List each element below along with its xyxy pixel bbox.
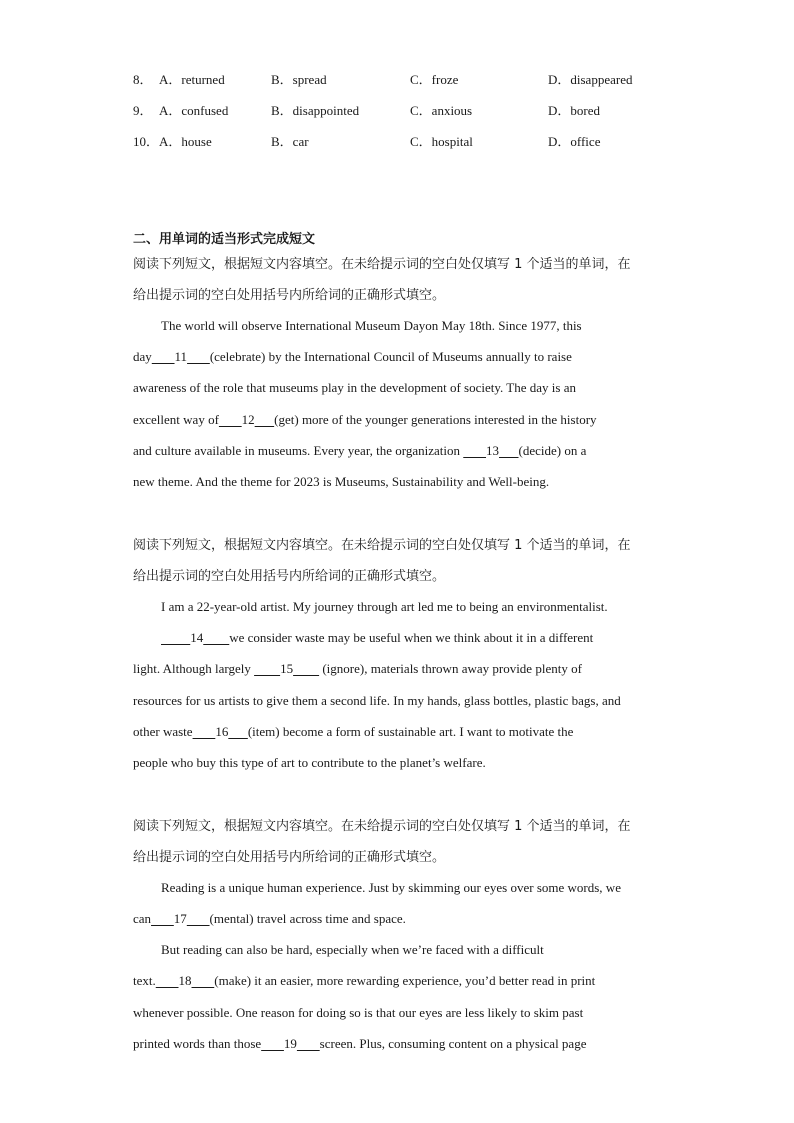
option-c: C．froze [410,72,459,87]
question-number: 8． [133,72,153,87]
text: light. Although largely [133,661,255,676]
instruction-line: 给出提示词的空白处用括号内所给词的正确形式填空。 [133,288,446,303]
text: day [133,349,152,364]
blank-number: 19 [283,1036,297,1051]
text: (item) become a form of sustainable art. I want to motivate the [247,724,574,739]
instruction-line: 阅读下列短文，根据短文内容填空。在未给提示词的空白处仅填写 1 个适当的单词，在 [133,538,631,553]
option-c: C．hospital [410,134,473,149]
text: we consider waste may be useful when we think about it in a different [229,630,594,645]
text: (make) it an easier, more rewarding experience, you’d better read in print [214,973,596,988]
passage3-line: Reading is a unique human experience. Just by skimming our eyes over some words, we [161,880,621,895]
option-c: C．anxious [410,103,473,118]
text: text. [133,973,156,988]
passage3-line [133,1036,673,1056]
blank-number: 11 [174,349,188,364]
option-b: B．car [271,134,309,149]
blank-number: 15 [280,661,294,676]
passage3-line: whenever possible. One reason for doing so is that our eyes are less likely to skim past [133,1005,584,1020]
instruction-line: 给出提示词的空白处用括号内所给词的正确形式填空。 [133,850,446,865]
blank-17[interactable] [151,911,210,927]
instruction-line: 阅读下列短文，根据短文内容填空。在未给提示词的空白处仅填写 1 个适当的单词，在 [133,257,631,272]
blank-15[interactable] [254,661,319,677]
text: (decide) on a [518,443,587,458]
instruction-line: 阅读下列短文，根据短文内容填空。在未给提示词的空白处仅填写 1 个适当的单词，在 [133,819,631,834]
passage1-line: The world will observe International Museum Dayon May 18th. Since 1977, this [161,318,582,333]
option-b: B．disappointed [271,103,360,118]
text: (mental) travel across time and space. [209,911,406,926]
passage1-line: awareness of the role that museums play in the development of society. The day is an [133,380,576,395]
option-d: D．bored [548,103,600,118]
blank-11[interactable] [152,349,210,365]
question-number: 9． [133,103,153,118]
passage2-line: I am a 22-year-old artist. My journey through art led me to being an environmentalist. [161,599,608,614]
passage2-line: people who buy this type of art to contribute to the planet’s welfare. [133,755,486,770]
text: can [133,911,152,926]
text: other waste [133,724,193,739]
blank-18[interactable] [156,973,215,989]
passage2-line [161,630,701,650]
passage1-line: new theme. And the theme for 2023 is Museums, Sustainability and Well-being. [133,474,550,489]
question-number: 10． [133,134,160,149]
instruction-block [133,811,663,873]
blank-number: 16 [215,724,229,739]
passage3-line [133,973,673,993]
passage3-line: But reading can also be hard, especially when we’re faced with a difficult [161,942,544,957]
blank-16[interactable] [193,724,248,740]
passage2-line [133,661,673,681]
passage1-line [133,443,673,463]
instruction-line: 给出提示词的空白处用括号内所给词的正确形式填空。 [133,569,446,584]
option-d: D．office [548,134,601,149]
text: excellent way of [133,412,219,427]
blank-12[interactable] [219,412,274,428]
text: printed words than those [133,1036,262,1051]
option-a: A．confused [159,103,229,118]
instruction-block [133,530,663,592]
text: (celebrate) by the International Council of Museums annually to raise [209,349,572,364]
blank-number: 17 [173,911,187,926]
instruction-block [133,249,663,311]
passage2-line [133,724,673,744]
text: screen. Plus, consuming content on a physical page [319,1036,587,1051]
text: (ignore), materials thrown away provide plenty of [319,661,582,676]
blank-14[interactable] [161,630,229,646]
blank-number: 14 [190,630,204,645]
passage1-line [133,412,673,432]
passage2-line: resources for us artists to give them a second life. In my hands, glass bottles, plastic bags, and [133,693,621,708]
blank-number: 13 [486,443,500,458]
text: and culture available in museums. Every year, the organization [133,443,464,458]
option-d: D．disappeared [548,72,633,87]
blank-19[interactable] [261,1036,320,1052]
section-title: 二、用单词的适当形式完成短文 [133,232,316,247]
text: (get) more of the younger generations interested in the history [274,412,597,427]
blank-number: 12 [241,412,255,427]
blank-13[interactable] [463,443,518,459]
option-a: A．house [159,134,212,149]
passage3-line [133,911,673,931]
option-a: A．returned [159,72,225,87]
option-b: B．spread [271,72,327,87]
passage1-line [133,349,673,369]
blank-number: 18 [178,973,192,988]
